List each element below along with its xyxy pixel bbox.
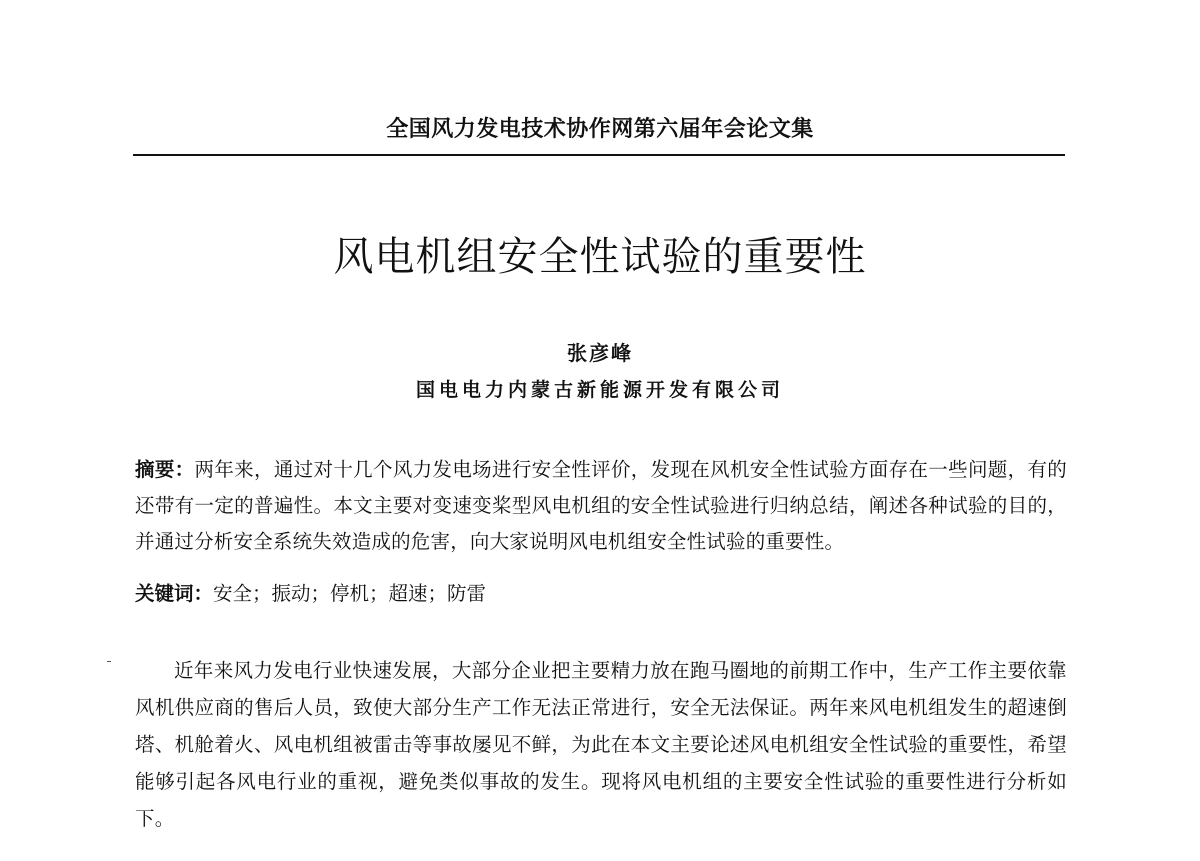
keywords [135,576,1067,612]
keywords-label: 关键词： [135,582,214,605]
running-header: 全国风力发电技术协作网第六届年会论文集 [386,117,814,142]
body-paragraph: 近年来风力发电行业快速发展，大部分企业把主要精力放在跑马圈地的前期工作中，生产工作主要依靠风机供应商的售后人员，致使大部分生产工作无法正常进行，安全无法保证。两年来风电机组发生的超速倒塔、机舱着火、风电机组被雷击等事故屡见不鲜，为此在本文主要论述风电机组安全性试验的重要性，希望能够引起各风电行业的重视，避免类似事故的发生。现将风电机组的主要安全性试验的重要性进行分析如下。 [135,659,1067,830]
abstract [135,452,1067,560]
paper-title: 风电机组安全性试验的重要性 [333,234,867,280]
scan-speck [107,661,111,662]
author-name: 张彦峰 [567,341,633,365]
abstract-text: 两年来，通过对十几个风力发电场进行安全性评价，发现在风机安全性试验方面存在一些问题，有的还带有一定的普遍性。本文主要对变速变桨型风电机组的安全性试验进行归纳总结，阐述各种试验的目的，并通过分析安全系统失效造成的危害，向大家说明风电机组安全性试验的重要性。 [135,458,1067,553]
author-affiliation: 国电电力内蒙古新能源开发有限公司 [415,379,784,401]
header-rule [133,154,1065,156]
keywords-text: 安全；振动；停机；超速；防雷 [213,582,487,605]
abstract-label: 摘要： [135,458,195,481]
